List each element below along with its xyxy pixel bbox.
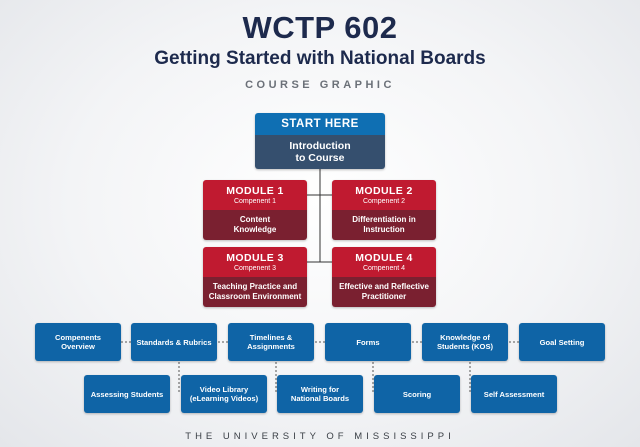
resource-writing-for-national-boards <box>277 375 363 413</box>
module-topic-line1: Differentiation in <box>352 215 416 224</box>
module-component: Compenent 4 <box>362 264 406 272</box>
resource-line1: Video Library <box>199 385 249 394</box>
module-2-box <box>332 180 436 240</box>
module-3-box <box>203 247 307 307</box>
resource-line1: Compenents <box>55 333 101 342</box>
module-topic-line1: Effective and Reflective <box>339 282 429 291</box>
resource-knowledge-of-students <box>422 323 508 361</box>
resource-line1: Scoring <box>402 389 432 399</box>
page-title: WCTP 602 <box>242 10 398 45</box>
resource-line2: Assignments <box>247 342 295 351</box>
resource-line1: Timelines & <box>249 333 293 342</box>
page-subtitle: Getting Started with National Boards <box>154 48 486 69</box>
resource-line1: Writing for <box>300 385 340 394</box>
resource-scoring <box>374 375 460 413</box>
module-component: Compenent 3 <box>233 264 277 272</box>
resource-line1: Knowledge of <box>440 333 490 342</box>
resource-video-library <box>181 375 267 413</box>
resource-goal-setting <box>519 323 605 361</box>
module-topic-line2: Instruction <box>363 225 405 234</box>
start-here-label: START HERE <box>255 113 385 135</box>
resource-line1: Self Assessment <box>483 389 545 399</box>
module-topic-line1: Content <box>239 215 271 224</box>
page-tagline: COURSE GRAPHIC <box>245 79 395 91</box>
module-topic-line2: Practitioner <box>361 292 407 301</box>
module-4-box <box>332 247 436 307</box>
module-name: MODULE 2 <box>355 184 413 197</box>
resource-self-assessment <box>471 375 557 413</box>
resource-line1: Standards & Rubrics <box>136 337 212 347</box>
footer-university: THE UNIVERSITY OF MISSISSIPPI <box>185 431 455 442</box>
resource-line2: Students (KOS) <box>436 342 494 351</box>
resource-line1: Forms <box>356 337 380 347</box>
resource-timelines-assignments <box>228 323 314 361</box>
resource-line2: (eLearning Videos) <box>189 394 259 403</box>
resource-compenents-overview <box>35 323 121 361</box>
intro-line2: to Course <box>295 152 345 164</box>
module-name: MODULE 1 <box>226 184 284 197</box>
resource-standards-rubrics <box>131 323 217 361</box>
module-topic-line2: Classroom Environment <box>208 292 302 301</box>
module-component: Compenent 2 <box>362 197 406 205</box>
module-topic-line1: Teaching Practice and <box>212 282 298 291</box>
resource-line1: Goal Setting <box>539 337 585 347</box>
module-1-box <box>203 180 307 240</box>
resource-line1: Assessing Students <box>90 389 164 399</box>
intro-line1: Introduction <box>289 140 351 152</box>
start-here-box <box>255 113 385 169</box>
module-name: MODULE 3 <box>226 251 284 264</box>
resource-assessing-students <box>84 375 170 413</box>
resource-forms <box>325 323 411 361</box>
intro-to-course <box>255 135 385 169</box>
resource-line2: Overview <box>61 342 95 351</box>
module-name: MODULE 4 <box>355 251 413 264</box>
module-component: Compenent 1 <box>233 197 277 205</box>
resource-line2: National Boards <box>290 394 350 403</box>
module-topic-line2: Knowledge <box>233 225 277 234</box>
